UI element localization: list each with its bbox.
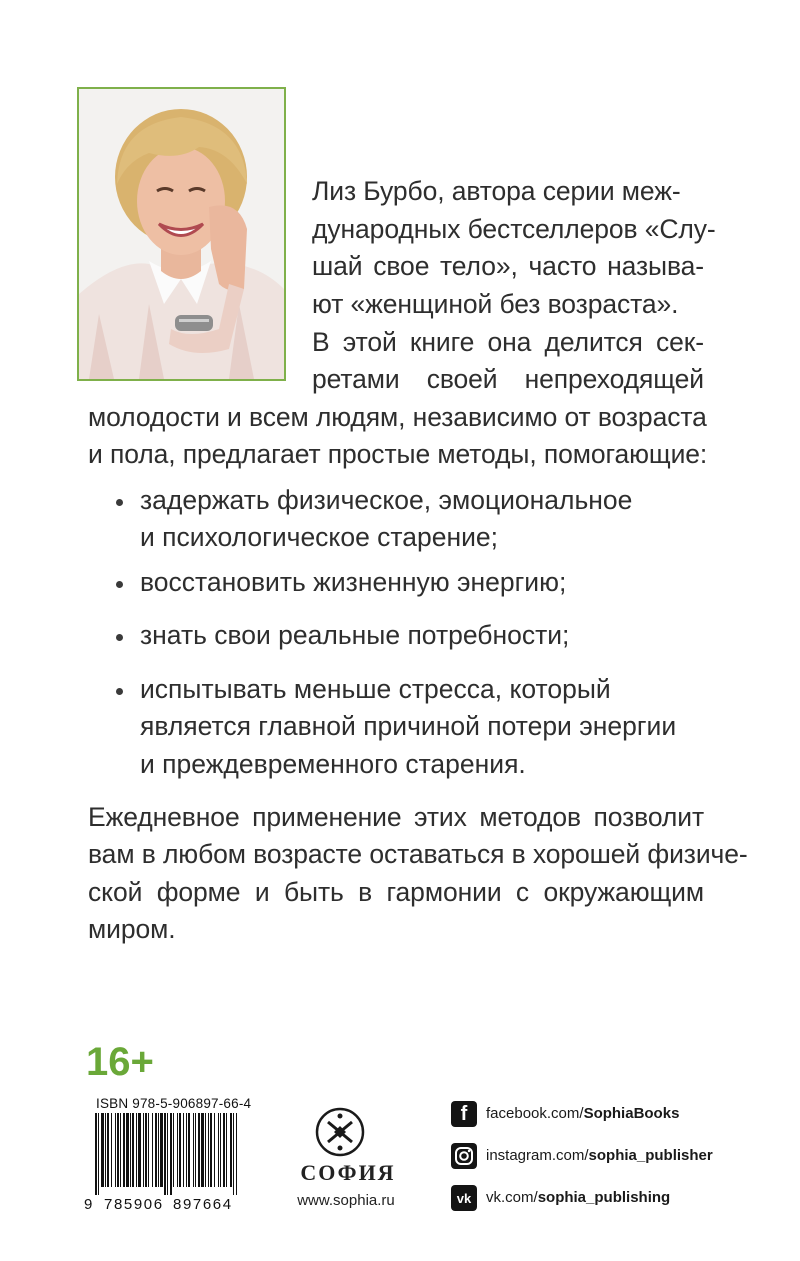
publisher-website[interactable]: www.sophia.ru [297,1192,395,1209]
intro-line: Лиз Бурбо, автора серии меж- [312,176,681,206]
isbn-first-digit: 9 [84,1196,94,1213]
bullet-text: испытывать меньше стресса, который [140,674,611,704]
bullet-text: и психологическое старение; [140,522,499,552]
intro-line: дународных бестселлеров «Слу- [312,214,716,244]
bullet-dot [116,634,123,641]
facebook-link[interactable] [486,1105,679,1122]
instagram-glyph [454,1146,474,1166]
conclusion-line: ской форме и быть в гармонии с окружающим [88,877,704,907]
vk-handle: sophia_publishing [537,1189,671,1206]
bullet-text: знать свои реальные потребности; [140,620,570,650]
bullet-text: и преждевременного старения. [140,749,526,779]
isbn-group-2: 897664 [173,1196,233,1213]
author-photo [77,87,286,381]
isbn-label: ISBN 978-5-906897-66-4 [96,1096,252,1111]
bullet-text: является главной причиной потери энергии [140,711,677,741]
bullet-dot [116,688,123,695]
author-portrait-illustration [79,89,284,379]
instagram-icon[interactable] [451,1143,477,1169]
intro-line: шай свое тело», часто называ- [312,251,704,281]
instagram-domain: instagram.com/ [486,1147,589,1164]
bullet-dot [116,581,123,588]
publisher-logo-icon [314,1106,366,1158]
intro-line: ретами своей непреходящей [312,364,704,394]
conclusion-line: миром. [88,914,176,944]
intro-line: и пола, предлагает простые методы, помогающие: [88,439,708,469]
instagram-link[interactable] [486,1147,713,1164]
vk-domain: vk.com/ [486,1189,538,1206]
facebook-handle: SophiaBooks [583,1105,680,1122]
intro-line: ют «женщиной без возраста». [312,289,679,319]
bullet-text: задержать физическое, эмоциональное [140,485,633,515]
publisher-name: СОФИЯ [300,1160,396,1185]
facebook-domain: facebook.com/ [486,1105,584,1122]
intro-line: В этой книге она делится сек- [312,327,704,357]
vk-icon[interactable] [451,1185,477,1211]
instagram-handle: sophia_publisher [588,1147,713,1164]
vk-link[interactable] [486,1189,670,1206]
isbn-group-1: 785906 [104,1196,164,1213]
conclusion-line: Ежедневное применение этих методов позволит [88,802,704,832]
intro-line: молодости и всем людям, независимо от возраста [88,402,707,432]
conclusion-line: вам в любом возрасте оставаться в хорошей физиче- [88,839,748,869]
barcode [93,1113,241,1195]
vk-glyph: vk [456,1190,472,1206]
bullet-dot [116,499,123,506]
facebook-icon[interactable] [451,1101,477,1127]
bullet-text: восстановить жизненную энергию; [140,567,567,597]
age-rating: 16+ [86,1040,154,1084]
facebook-glyph: f [460,1102,468,1125]
